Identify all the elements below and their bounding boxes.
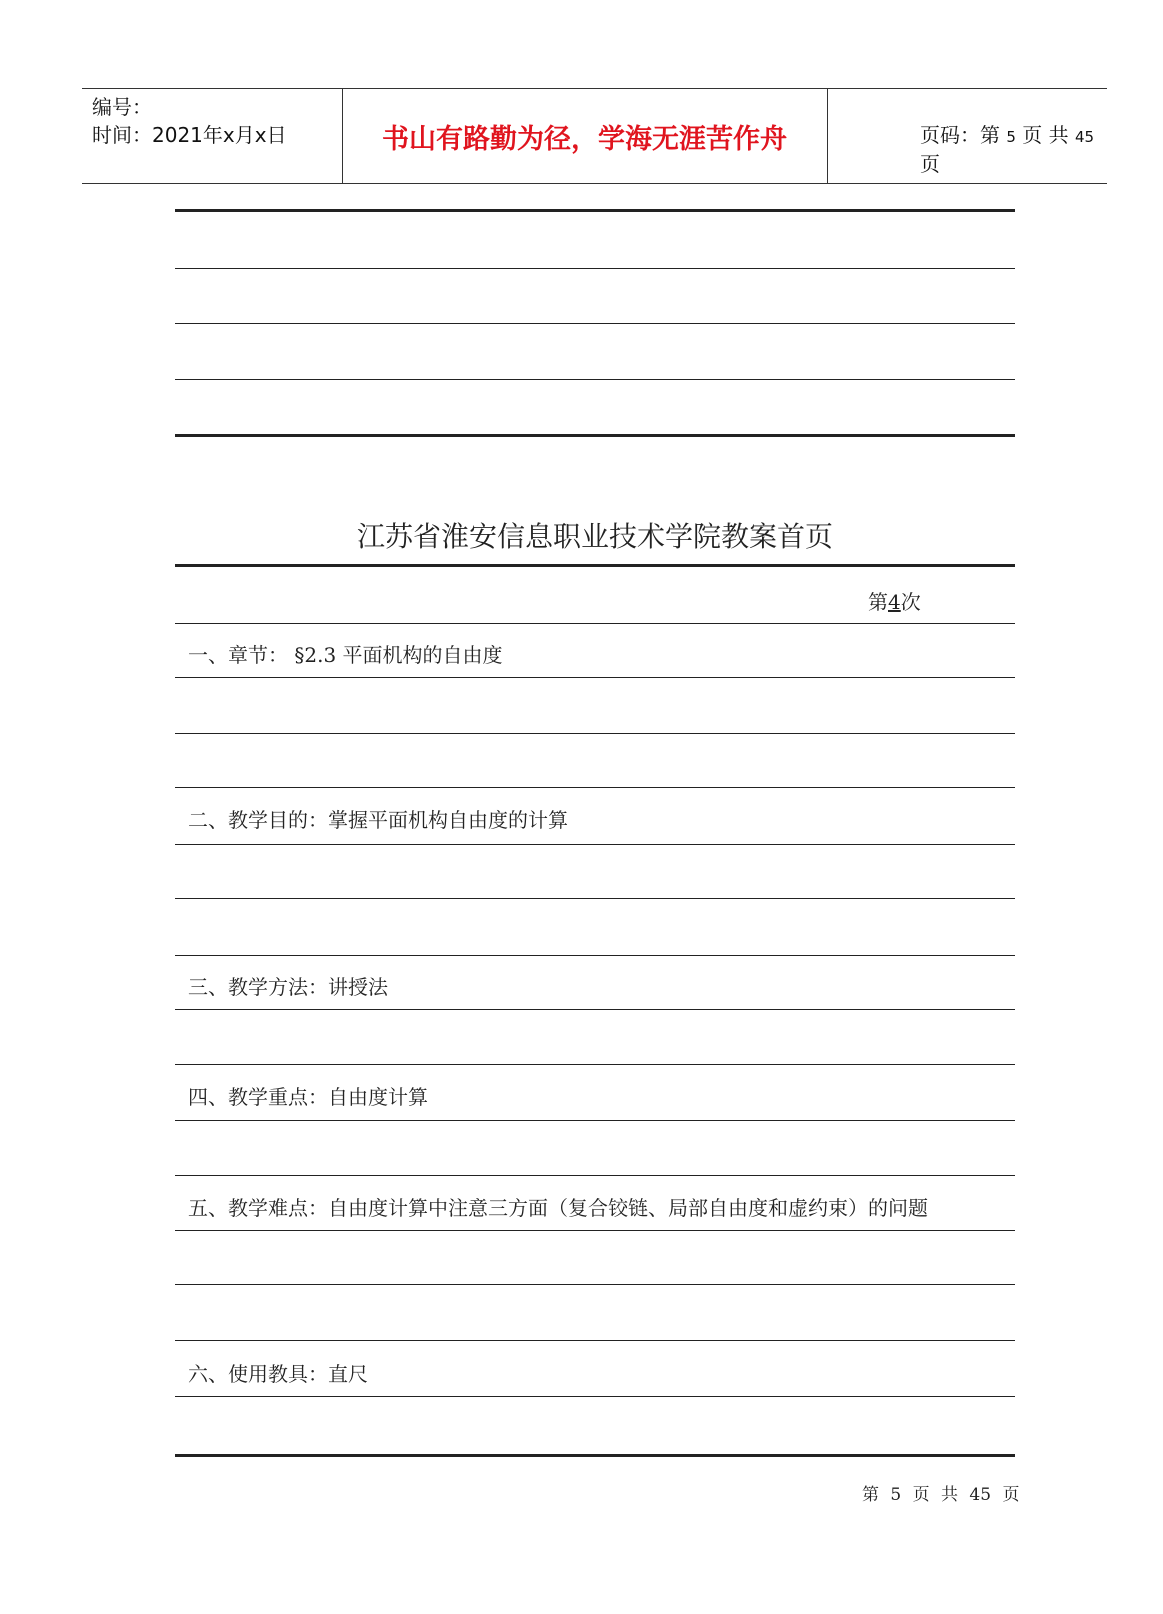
rule-line xyxy=(175,733,1015,734)
rule-line xyxy=(175,209,1015,212)
page-suffix: 页 xyxy=(920,152,940,176)
item-objective: 二、教学目的：掌握平面机构自由度的计算 xyxy=(188,808,568,832)
rule-line xyxy=(175,1230,1015,1231)
item-chapter: 一、章节： §2.3 平面机构的自由度 xyxy=(188,643,503,667)
rule-line xyxy=(175,1284,1015,1285)
rule-line xyxy=(175,955,1015,956)
rule-line xyxy=(175,1120,1015,1121)
rule-line xyxy=(175,379,1015,380)
page-header xyxy=(82,88,1107,184)
header-page-number xyxy=(920,119,1107,177)
header-divider xyxy=(827,89,828,183)
rule-line xyxy=(175,1175,1015,1176)
page-total: 45 xyxy=(1074,128,1095,146)
item-tools: 六、使用教具：直尺 xyxy=(188,1362,368,1386)
item-difficulty: 五、教学难点：自由度计算中注意三方面（复合铰链、局部自由度和虚约束）的问题 xyxy=(188,1196,928,1220)
item-key-point: 四、教学重点：自由度计算 xyxy=(188,1085,428,1109)
rule-line xyxy=(175,1064,1015,1065)
number-label: 编号： xyxy=(92,95,152,119)
header-meta xyxy=(92,93,287,149)
rule-line xyxy=(175,268,1015,269)
rule-line xyxy=(175,323,1015,324)
item-method: 三、教学方法：讲授法 xyxy=(188,975,388,999)
page-num: 5 xyxy=(1006,128,1016,146)
count-suffix: 次 xyxy=(900,590,921,614)
rule-line xyxy=(175,677,1015,678)
rule-line xyxy=(175,623,1015,624)
rule-line xyxy=(175,434,1015,437)
rule-line xyxy=(175,898,1015,899)
rule-line xyxy=(175,844,1015,845)
header-motto: 书山有路勤为径，学海无涯苦作舟 xyxy=(382,123,787,155)
page-prefix: 页码：第 xyxy=(920,123,1000,147)
rule-line xyxy=(175,564,1015,567)
page-title: 江苏省淮安信息职业技术学院教案首页 xyxy=(356,520,833,553)
rule-line xyxy=(175,1340,1015,1341)
count-value: 4 xyxy=(888,590,901,614)
date-label: 时间：2021年x月x日 xyxy=(92,123,287,147)
rule-line xyxy=(175,787,1015,788)
page-footer: 第 5 页 共 45 页 xyxy=(862,1485,1020,1505)
rule-line xyxy=(175,1396,1015,1397)
rule-line xyxy=(175,1009,1015,1010)
rule-line xyxy=(175,1454,1015,1457)
page-mid: 页 共 xyxy=(1022,123,1069,147)
count-prefix: 第 xyxy=(868,590,888,614)
lesson-count xyxy=(868,586,921,615)
